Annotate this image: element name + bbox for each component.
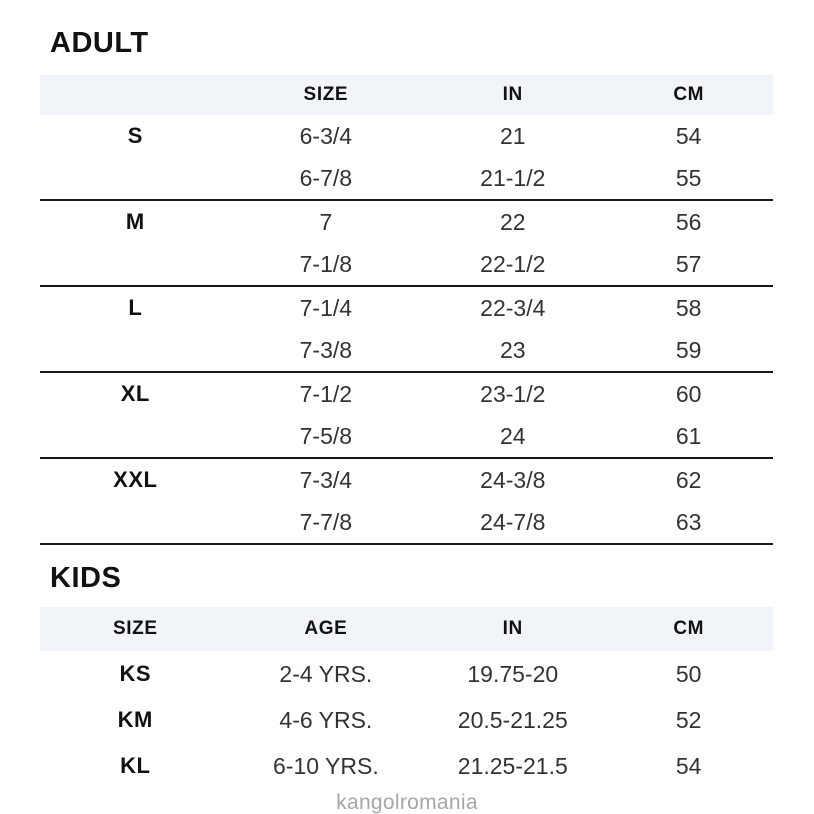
cm-value: 60 [675, 380, 702, 407]
adult-group-l [40, 287, 773, 373]
cm-value: 58 [675, 294, 702, 321]
size-value: 7-3/4 [299, 466, 353, 493]
table-row [40, 373, 773, 415]
inches-value: 19.75-20 [467, 660, 559, 687]
inches-value: 23 [499, 336, 526, 363]
size-group-label: KL [120, 753, 151, 778]
kids-table-header-row [40, 607, 773, 651]
inches-value: 22-3/4 [480, 294, 546, 321]
size-value: 7-7/8 [299, 508, 353, 535]
size-group-label: L [128, 295, 143, 320]
cm-value: 59 [675, 336, 702, 363]
adult-group-xl [40, 373, 773, 459]
cm-value: 55 [675, 164, 702, 191]
adult-group-s [40, 115, 773, 201]
age-value: 2-4 YRS. [279, 660, 373, 687]
cm-value: 54 [675, 122, 702, 149]
table-row [40, 243, 773, 285]
size-value: 7-5/8 [299, 422, 353, 449]
cm-value: 50 [675, 660, 702, 687]
adult-header-cm: CM [673, 84, 705, 105]
size-group-label: XL [120, 381, 150, 406]
kids-header-age: AGE [304, 618, 348, 639]
size-group-label: KM [117, 707, 153, 732]
adult-section-title: ADULT [50, 27, 149, 59]
inches-value: 24 [499, 422, 526, 449]
size-value: 7-1/8 [299, 250, 353, 277]
size-value: 6-7/8 [299, 164, 353, 191]
size-group-label: KS [119, 661, 152, 686]
kids-size-table [40, 607, 773, 789]
age-value: 6-10 YRS. [273, 752, 379, 779]
inches-value: 21.25-21.5 [457, 752, 568, 779]
table-row [40, 329, 773, 371]
brand-watermark: kangolromania [336, 791, 478, 814]
cm-value: 61 [675, 422, 702, 449]
table-row [40, 287, 773, 329]
table-row [40, 697, 773, 743]
kids-header-in: IN [502, 618, 523, 639]
table-row [40, 201, 773, 243]
inches-value: 21-1/2 [480, 164, 546, 191]
size-value: 7-3/8 [299, 336, 353, 363]
adult-header-size: SIZE [303, 84, 349, 105]
cm-value: 56 [675, 208, 702, 235]
cm-value: 62 [675, 466, 702, 493]
size-value: 7-1/4 [299, 294, 353, 321]
size-value: 7-1/2 [299, 380, 353, 407]
size-value: 6-3/4 [299, 122, 353, 149]
size-group-label: XXL [113, 467, 158, 492]
table-row [40, 501, 773, 543]
inches-value: 24-7/8 [480, 508, 546, 535]
table-row [40, 459, 773, 501]
size-group-label: M [125, 209, 145, 234]
size-value: 7 [319, 208, 333, 235]
inches-value: 23-1/2 [480, 380, 546, 407]
cm-value: 52 [675, 706, 702, 733]
inches-value: 22-1/2 [480, 250, 546, 277]
table-row [40, 743, 773, 789]
adult-group-xxl [40, 459, 773, 545]
inches-value: 21 [499, 122, 526, 149]
inches-value: 22 [499, 208, 526, 235]
cm-value: 63 [675, 508, 702, 535]
adult-table-header-row [40, 75, 773, 115]
kids-header-size: SIZE [112, 618, 158, 639]
adult-header-in: IN [502, 84, 523, 105]
table-row [40, 415, 773, 457]
size-group-label: S [127, 123, 143, 148]
cm-value: 57 [675, 250, 702, 277]
table-row [40, 157, 773, 199]
kids-section-title: KIDS [50, 562, 122, 594]
cm-value: 54 [675, 752, 702, 779]
inches-value: 20.5-21.25 [457, 706, 568, 733]
table-row [40, 651, 773, 697]
adult-group-m [40, 201, 773, 287]
table-row [40, 115, 773, 157]
kids-header-cm: CM [673, 618, 705, 639]
adult-size-table [40, 75, 773, 545]
inches-value: 24-3/8 [480, 466, 546, 493]
age-value: 4-6 YRS. [279, 706, 373, 733]
